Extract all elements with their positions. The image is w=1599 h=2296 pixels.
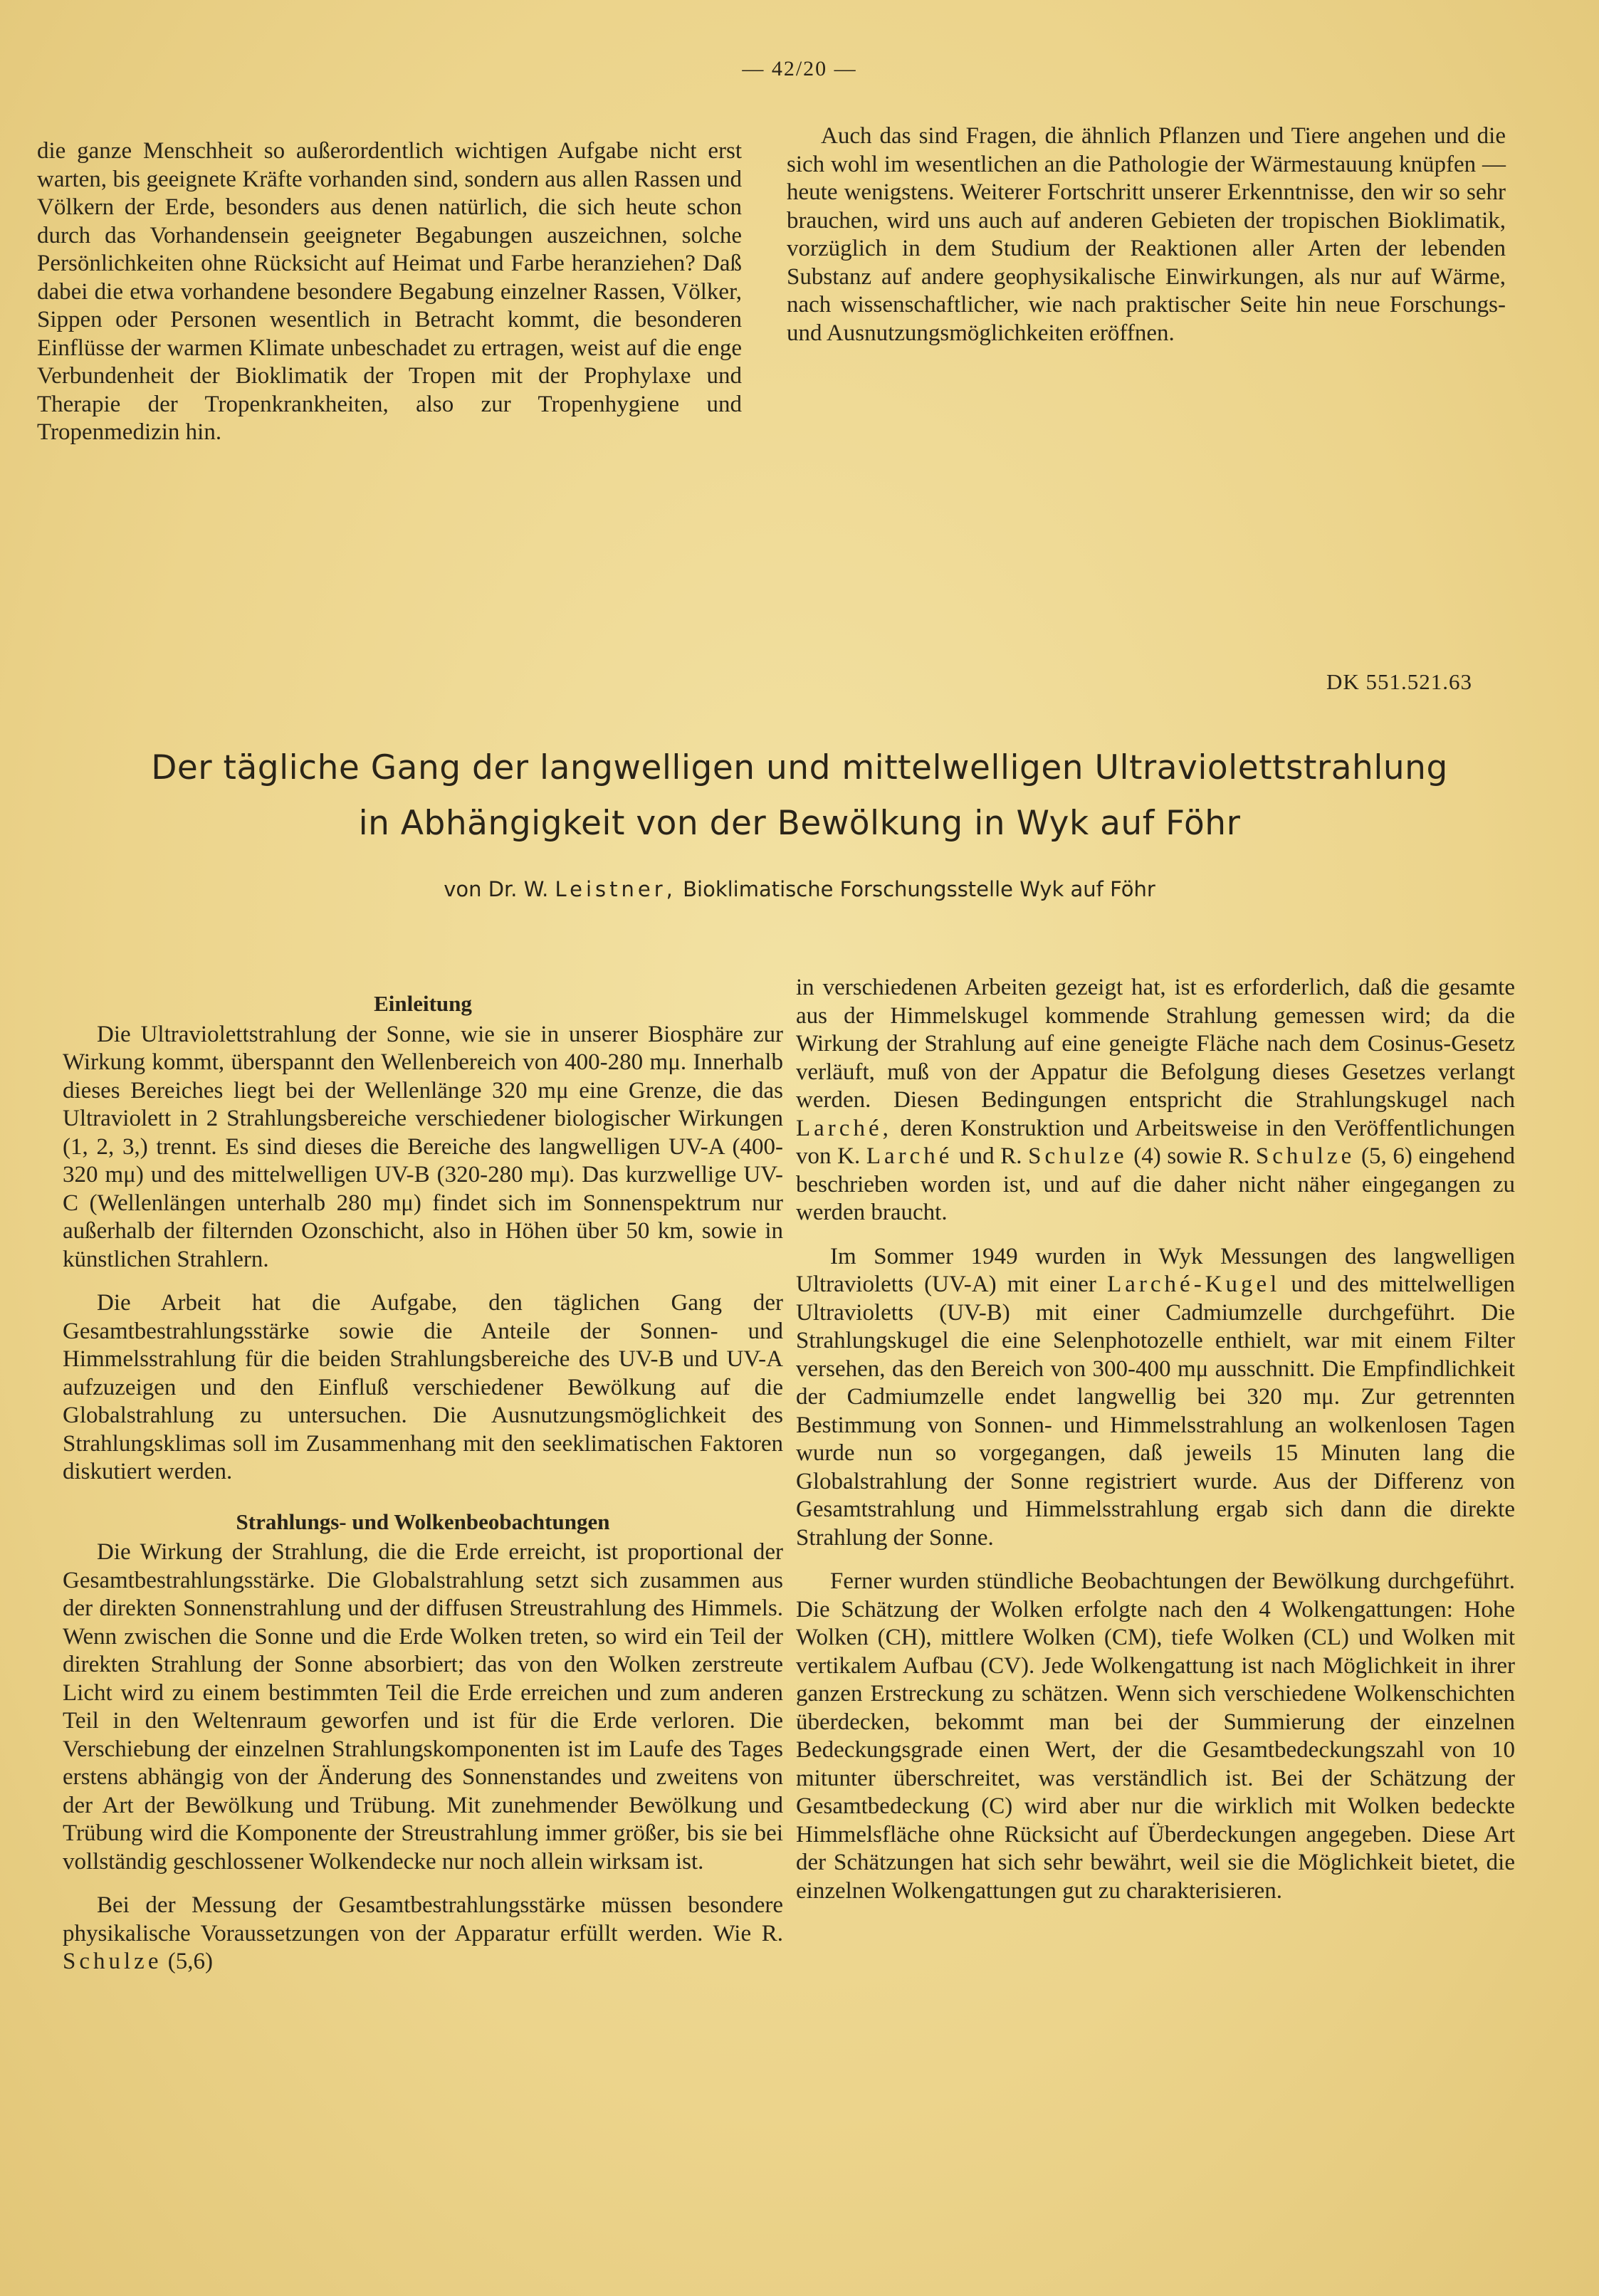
obs-p2-start: Bei der Messung der Gesamtbestrahlungsstärke müssen besondere physikalische Voraussetzungen von der Apparatur erfüllt werden. Wie R. xyxy=(63,1892,783,1946)
top-left-paragraph: die ganze Menschheit so außerordentlich wichtigen Aufgabe nicht erst warten, bis geeignete Kräfte vorhanden sind, sondern aus allen Rassen und Völkern der Erde, besonders aus denen natürlich, die sich heute schon durch das Vorhandensein geeigneter Begabungen auszeichnen, solche Persönlichkeiten ohne Rücksicht auf Heimat und Farbe heranziehen? Daß dabei die etwa vorhandene besondere Begabung einzelner Rassen, Völker, Sippen oder Personen wesentlich in Betracht kommt, die besonderen Einflüsse der warmen Klimate unbeschadet zu ertragen, weist auf die enge Verbundenheit der Bioklimatik der Tropen mit der Prophylaxe und Therapie der Tropenkrankheiten, also zur Tropenhygiene und Tropenmedizin hin. xyxy=(37,138,742,445)
right-paragraph-3: Ferner wurden stündliche Beobachtungen der Bewölkung durchgeführt. Die Schätzung der Wolken erfolgte nach den 4 Wolkengattungen: Hohe Wolken (CH), mittlere Wolken (CM), tiefe Wolken (CL) und Wolken mit vertikalem Aufbau (CV). Jede Wolkengattung ist nach Möglichkeit in ihrer ganzen Erstreckung zu schätzen. Wenn sich verschiedene Wolkenschichten überdecken, bekommt man bei der Summierung der einzelnen Bedeckungsgrade einen Wert, der die Gesamtbedeckungszahl von 10 mitunter überschreitet, was verständlich ist. Bei der Schätzung der Gesamtbedeckung (C) wird aber nur die wirklich mit Wolken bedeckte Himmelsfläche ohne Rücksicht auf Überdeckungen angegeben. Diese Art der Schätzungen hat sich sehr bewährt, weil sie die Möglichkeit bietet, die einzelnen Wolkengattungen gut zu charakterisieren. xyxy=(796,1568,1515,1904)
title-line-1: Der tägliche Gang der langwelligen und mittelwelligen Ultraviolettstrahlung xyxy=(151,748,1448,787)
p1-text-b: deren Konstruktion und Arbeitsweise in den Veröffentlichungen von K. xyxy=(796,1115,1515,1169)
author-ref-larche-kugel: Larché-Kugel xyxy=(1107,1272,1281,1297)
title-line-2: in Abhängigkeit von der Bewölkung in Wyk auf Föhr xyxy=(358,804,1241,843)
author-ref-larche-2: Larché xyxy=(866,1143,953,1169)
observations-paragraph-2 xyxy=(63,1892,783,1976)
p1-text-d: (4) sowie R. xyxy=(1133,1143,1250,1169)
p2-text-a: Im Sommer 1949 wurden in Wyk Messungen des langwelligen Ultravioletts (UV-A) mit einer xyxy=(796,1243,1515,1297)
author-ref-schulze-3: Schulze xyxy=(1255,1143,1356,1169)
author-ref-larche: Larché, xyxy=(796,1115,892,1141)
heading-observations: Strahlungs- und Wolkenbeobachtungen xyxy=(236,1509,610,1534)
right-paragraph-2 xyxy=(796,1243,1515,1553)
byline-prefix: von Dr. W. xyxy=(444,877,549,901)
observations-paragraph-1: Die Wirkung der Strahlung, die die Erde erreicht, ist proportional der Gesamtbestrahlungsstärke. Die Globalstrahlung setzt sich zusammen aus der direkten Sonnenstrahlung und der diffusen Streustrahlung des Himmels. Wenn zwischen die Sonne und die Erde Wolken treten, so wird ein Teil der direkten Strahlung der Sonne absorbiert; das von den Wolken zerstreute Licht wird zu einem bestimmten Teil die Erde erreichen und zum anderen Teil in den Weltenraum geworfen und ist für die Erde verloren. Die Verschiebung der einzelnen Strahlungskomponenten ist im Laufe des Tages erstens abhängig von der Änderung des Sonnenstandes und zweitens von der Art der Bewölkung und Trübung. Mit zunehmender Bewölkung und Trübung wird die Komponente der Streustrahlung immer größer, bis sie bei vollständig geschlossener Wolkendecke nur noch allein wirksam ist. xyxy=(63,1539,783,1875)
p1-text-a: in verschiedenen Arbeiten gezeigt hat, ist es erforderlich, daß die gesamte aus der Himmelskugel kommende Strahlung gemessen wird; da die Wirkung der Strahlung auf eine geneigte Fläche nach dem Cosinus-Gesetz verläuft, muß von der Appatur die Befolgung dieses Gesetzes verlangt werden. Diesen Bedingungen entspricht die Strahlungskugel nach xyxy=(796,975,1515,1113)
page-number: — 42/20 — xyxy=(742,57,857,80)
right-column xyxy=(796,974,1515,1905)
right-paragraph-1 xyxy=(796,974,1515,1227)
top-left-column xyxy=(37,137,742,447)
heading-einleitung: Einleitung xyxy=(374,991,472,1016)
top-right-column xyxy=(787,122,1506,347)
top-right-paragraph: Auch das sind Fragen, die ähnlich Pflanzen und Tiere angehen und die sich wohl im wesentlichen an die Pathologie der Wärmestauung knüpfen — heute wenigstens. Weiterer Fortschritt unserer Erkenntnisse, den wir so sehr brauchen, wird uns auch auf anderen Gebieten der tropischen Bioklimatik, vorzüglich in dem Studium der Reaktionen aller Arten der lebenden Substanz auf andere geophysikalische Einwirkungen, als nur auf Wärme, nach wissenschaftlicher, wie nach praktischer Seite hin neue Forschungs- und Ausnutzungsmöglichkeiten eröffnen. xyxy=(787,123,1506,346)
article-title xyxy=(0,740,1599,851)
author-surname: Leistner, xyxy=(555,877,676,901)
left-column xyxy=(63,990,783,1976)
p1-text-e: (5, 6) eingehend beschrieben worden ist, und auf die daher nicht näher eingegangen zu werden braucht. xyxy=(796,1143,1516,1225)
byline xyxy=(0,877,1599,901)
intro-paragraph-1: Die Ultraviolettstrahlung der Sonne, wie sie in unserer Biosphäre zur Wirkung kommt, überspannt den Wellenbereich von 400-280 mμ. Innerhalb dieses Bereiches liegt bei der Wellenlänge 320 mμ eine Grenze, die das Ultraviolett in 2 Strahlungsbereiche verschiedener biologischer Wirkungen (1, 2, 3,) trennt. Es sind dieses die Bereiche des langwelligen UV-A (400-320 mμ) und des mittelwelligen UV-B (320-280 mμ). Das kurzwellige UV-C (Wellenlängen unterhalb 280 mμ) findet sich im Sonnenspektrum nur außerhalb der filternden Ozonschicht, also in Höhen über 50 km, sowie in künstlichen Strahlern. xyxy=(63,1021,783,1272)
obs-p2-end: (5,6) xyxy=(167,1949,213,1974)
author-ref-schulze: Schulze xyxy=(63,1949,162,1974)
p2-text-b: und des mittelwelligen Ultravioletts (UV-B) mit einer Cadmiumzelle durchgeführt. Die Strahlungskugel die eine Selenphotozelle enthielt, war mit einem Filter versehen, das den Bereich von 300-400 mμ ausschnitt. Die Empfindlichkeit der Cadmiumzelle endet langwellig bei 320 mμ. Zur getrennten Bestimmung von Sonnen- und Himmelsstrahlung an wolkenlosen Tagen wurde nun so vorgegangen, daß jeweils 15 Minuten lang die Globalstrahlung der Sonne registriert wurde. Aus der Differenz von Gesamtstrahlung und Himmelsstrahlung ergab sich dann die direkte Strahlung der Sonne. xyxy=(796,1272,1516,1551)
intro-paragraph-2: Die Arbeit hat die Aufgabe, den täglichen Gang der Gesamtbestrahlungsstärke sowie die Anteile der Sonnen- und Himmelsstrahlung für die beiden Strahlungsbereiche des UV-B und UV-A aufzuzeigen und den Einfluß verschiedener Bewölkung auf die Globalstrahlung zu untersuchen. Die Ausnutzungsmöglichkeit des Strahlungsklimas soll im Zusammenhang mit den seeklimatischen Faktoren diskutiert werden. xyxy=(63,1290,783,1484)
p1-text-c: und R. xyxy=(959,1143,1022,1169)
dk-classification: DK 551.521.63 xyxy=(1326,669,1472,694)
affiliation: Bioklimatische Forschungsstelle Wyk auf Föhr xyxy=(683,877,1155,901)
author-ref-schulze-2: Schulze xyxy=(1028,1143,1128,1169)
